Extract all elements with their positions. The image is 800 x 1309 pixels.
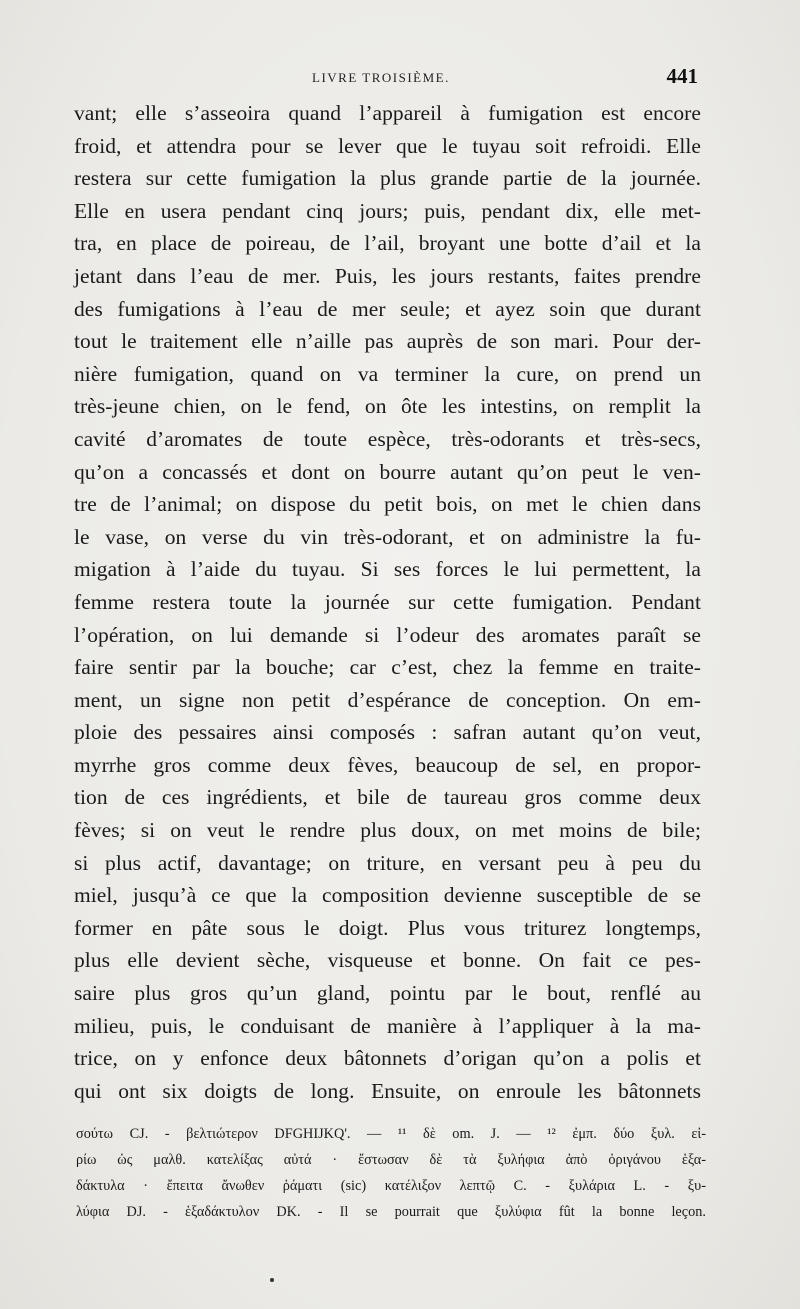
text-line: fèves; si on veut le rendre plus doux, on met moins de bile; [74, 818, 701, 843]
footnote-line: δάκτυλα · ἔπειτα ἄνωθεν ῥάματι (sic) κατέλιξον λεπτῷ C. - ξυλάρια L. - ξυ- [76, 1178, 706, 1194]
text-line: migation à l’aide du tuyau. Si ses forces le lui permettent, la [74, 557, 701, 582]
text-line: vant; elle s’asseoira quand l’appareil à fumigation est encore [74, 101, 701, 125]
text-line: tre de l’animal; on dispose du petit bois, on met le chien dans [74, 492, 701, 517]
text-line: faire sentir par la bouche; car c’est, chez la femme en traite- [74, 655, 701, 680]
running-head [74, 64, 700, 92]
text-line: jetant dans l’eau de mer. Puis, les jours restants, faites prendre [74, 263, 701, 288]
text-line: tout le traitement elle n’aille pas auprès de son mari. Pour der- [74, 329, 701, 354]
text-line: former en pâte sous le doigt. Plus vous triturez longtemps, [74, 915, 701, 940]
text-line: très-jeune chien, on le fend, on ôte les intestins, on remplit la [74, 394, 701, 419]
text-line: si plus actif, davantage; on triture, en versant peu à peu du [74, 850, 701, 875]
text-line: tra, en place de poireau, de l’ail, broyant une botte d’ail et la [74, 231, 701, 256]
text-line: milieu, puis, le conduisant de manière à l’appliquer à la ma- [74, 1013, 701, 1038]
text-line: l’opération, on lui demande si l’odeur des aromates paraît se [74, 622, 701, 647]
paper-speck [270, 1278, 274, 1282]
text-line: ment, un signe non petit d’espérance de conception. On em- [74, 687, 701, 712]
footnote-line: ρίω ὡς μαλθ. κατελίξας αὐτά · ἔστωσαν δὲ τὰ ξυλήφια ἀπὸ ὀριγάνου ἑξα- [76, 1152, 706, 1168]
footnotes [76, 1121, 706, 1225]
page-number: 441 [666, 64, 698, 88]
text-line: tion de ces ingrédients, et bile de taureau gros comme deux [74, 785, 701, 810]
footnote-line: λύφια DJ. - ἑξαδάκτυλον DK. - Il se pourrait que ξυλύφια fût la bonne leçon. [76, 1204, 706, 1220]
text-line: ploie des pessaires ainsi composés : safran autant qu’on veut, [74, 720, 701, 745]
text-line: cavité d’aromates de toute espèce, très-odorants et très-secs, [74, 426, 701, 451]
running-title: LIVRE TROISIÈME. [312, 70, 450, 85]
text-line: des fumigations à l’eau de mer seule; et ayez soin que durant [74, 296, 701, 321]
footnote-line: σούτω CJ. - βελτιώτερον DFGHIJKQ'. — ¹¹ δὲ om. J. — ¹² ἐμπ. δύο ξυλ. εἰ- [76, 1126, 706, 1142]
text-line: miel, jusqu’à ce que la composition devienne susceptible de se [74, 883, 701, 908]
text-line: qui ont six doigts de long. Ensuite, on enroule les bâtonnets [74, 1078, 701, 1103]
text-line: trice, on y enfonce deux bâtonnets d’origan qu’on a polis et [74, 1046, 701, 1071]
text-line: myrrhe gros comme deux fèves, beaucoup de sel, en propor- [74, 752, 701, 777]
text-line: nière fumigation, quand on va terminer la cure, on prend un [74, 361, 701, 386]
text-line: froid, et attendra pour se lever que le tuyau soit refroidi. Elle [74, 133, 701, 158]
text-line: restera sur cette fumigation la plus grande partie de la journée. [74, 166, 701, 191]
text-line: le vase, on verse du vin très-odorant, et on administre la fu- [74, 524, 701, 549]
text-line: Elle en usera pendant cinq jours; puis, pendant dix, elle met- [74, 198, 701, 223]
body-text [74, 97, 701, 1107]
text-line: femme restera toute la journée sur cette fumigation. Pendant [74, 589, 701, 614]
text-line: saire plus gros qu’un gland, pointu par le bout, renflé au [74, 981, 701, 1006]
text-line: plus elle devient sèche, visqueuse et bonne. On fait ce pes- [74, 948, 701, 973]
text-line: qu’on a concassés et dont on bourre autant qu’on peut le ven- [74, 459, 701, 484]
